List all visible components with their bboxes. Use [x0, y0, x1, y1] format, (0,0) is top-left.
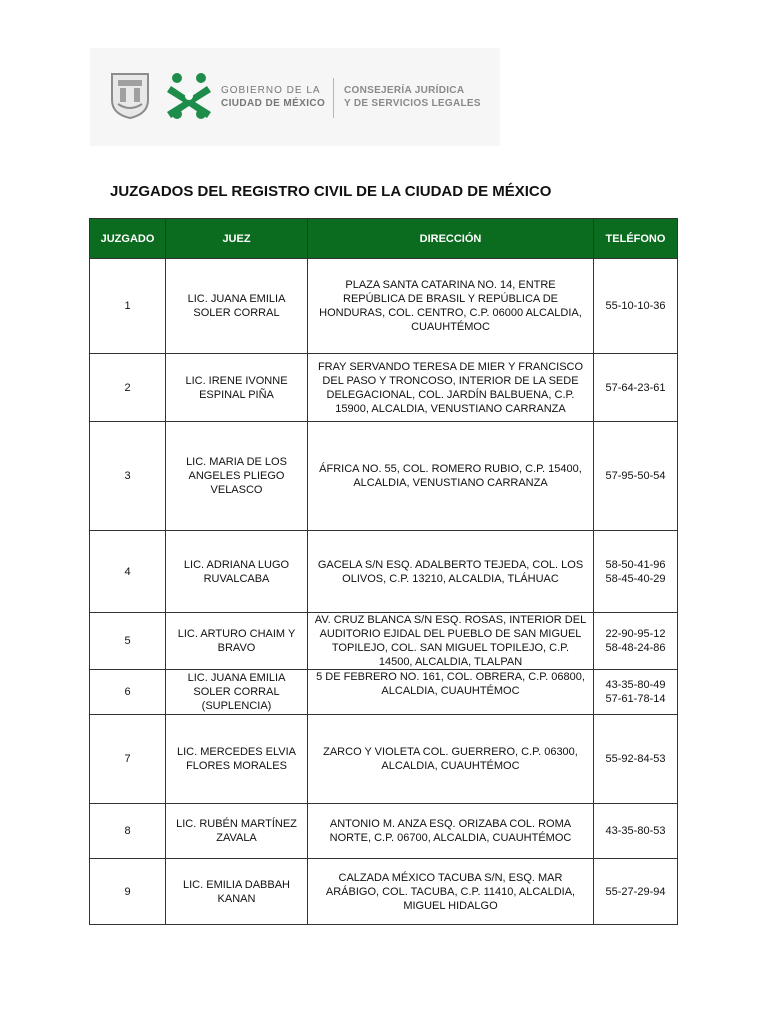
juzgado-cell: 9	[90, 859, 166, 925]
phone-number: 58-50-41-96	[605, 558, 666, 571]
juez-cell: LIC. MERCEDES ELVIA FLORES MORALES	[166, 715, 308, 804]
juez-cell: LIC. EMILIA DABBAH KANAN	[166, 859, 308, 925]
document-title: JUZGADOS DEL REGISTRO CIVIL DE LA CIUDAD DE MÉXICO	[110, 183, 552, 200]
direccion-cell: ÁFRICA NO. 55, COL. ROMERO RUBIO, C.P. 15400, ALCALDIA, VENUSTIANO CARRANZA	[308, 422, 594, 531]
telefono-cell	[594, 354, 678, 422]
juzgado-cell: 6	[90, 670, 166, 715]
telefono-cell	[594, 613, 678, 670]
juez-cell: LIC. MARIA DE LOS ANGELES PLIEGO VELASCO	[166, 422, 308, 531]
col-header-telefono: TELÉFONO	[594, 219, 678, 259]
direccion-cell: PLAZA SANTA CATARINA NO. 14, ENTRE REPÚBLICA DE BRASIL Y REPÚBLICA DE HONDURAS, COL. CENTRO, C.P. 06000 ALCALDIA, CUAUHTÉMOC	[308, 259, 594, 354]
phone-number: 58-48-24-86	[605, 642, 666, 654]
telefono-cell	[594, 422, 678, 531]
juez-cell: LIC. RUBÉN MARTÍNEZ ZAVALA	[166, 804, 308, 859]
col-header-direccion: DIRECCIÓN	[308, 219, 594, 259]
direccion-cell: CALZADA MÉXICO TACUBA S/N, ESQ. MAR ARÁBIGO, COL. TACUBA, C.P. 11410, ALCALDIA, MIGUEL HIDALGO	[308, 859, 594, 925]
juzgado-cell: 7	[90, 715, 166, 804]
telefono-cell	[594, 670, 678, 715]
table-row	[90, 259, 678, 354]
table-row	[90, 613, 678, 670]
table-row	[90, 670, 678, 715]
legal-line-1: CONSEJERÍA JURÍDICA	[344, 85, 465, 96]
phone-number: 57-64-23-61	[605, 381, 666, 394]
phone-number: 43-35-80-53	[605, 825, 666, 837]
table-row	[90, 804, 678, 859]
phone-number: 55-92-84-53	[605, 753, 666, 765]
juzgado-cell: 3	[90, 422, 166, 531]
juzgado-cell: 5	[90, 613, 166, 670]
coat-of-arms-icon	[108, 70, 152, 120]
juez-cell: LIC. JUANA EMILIA SOLER CORRAL	[166, 259, 308, 354]
telefono-cell	[594, 531, 678, 613]
phone-number: 55-10-10-36	[605, 300, 666, 312]
phone-number: 43-35-80-49	[605, 679, 666, 691]
gov-line-1: GOBIERNO DE LA	[221, 85, 321, 96]
legal-line-2: Y DE SERVICIOS LEGALES	[344, 98, 481, 109]
phone-number: 57-95-50-54	[605, 470, 666, 482]
juez-cell: LIC. ARTURO CHAIM Y BRAVO	[166, 613, 308, 670]
cdmx-logo-icon	[163, 68, 215, 124]
col-header-juez: JUEZ	[166, 219, 308, 259]
direccion-cell: GACELA S/N ESQ. ADALBERTO TEJEDA, COL. LOS OLIVOS, C.P. 13210, ALCALDIA, TLÁHUAC	[308, 531, 594, 613]
direccion-cell: 5 DE FEBRERO NO. 161, COL. OBRERA, C.P. 06800, ALCALDIA, CUAUHTÉMOC	[308, 670, 594, 715]
table-row	[90, 531, 678, 613]
phone-number: 22-90-95-12	[605, 628, 666, 640]
phone-number: 58-45-40-29	[605, 572, 666, 585]
direccion-cell: ANTONIO M. ANZA ESQ. ORIZABA COL. ROMA NORTE, C.P. 06700, ALCALDIA, CUAUHTÉMOC	[308, 804, 594, 859]
telefono-cell	[594, 859, 678, 925]
table-header-row	[90, 219, 678, 259]
telefono-cell	[594, 804, 678, 859]
juez-cell: LIC. JUANA EMILIA SOLER CORRAL (SUPLENCIA)	[166, 670, 308, 715]
government-wordmark	[221, 84, 325, 110]
direccion-cell: FRAY SERVANDO TERESA DE MIER Y FRANCISCO DEL PASO Y TRONCOSO, INTERIOR DE LA SEDE DELEGACIONAL, COL. JARDÍN BALBUENA, C.P. 15900, ALCALDIA, VENUSTIANO CARRANZA	[308, 354, 594, 422]
header-divider	[333, 78, 334, 118]
direccion-cell: ZARCO Y VIOLETA COL. GUERRERO, C.P. 06300, ALCALDIA, CUAUHTÉMOC	[308, 715, 594, 804]
legal-wordmark	[344, 84, 481, 110]
juez-cell: LIC. IRENE IVONNE ESPINAL PIÑA	[166, 354, 308, 422]
col-header-juzgado: JUZGADO	[90, 219, 166, 259]
juzgado-cell: 4	[90, 531, 166, 613]
juzgado-cell: 1	[90, 259, 166, 354]
telefono-cell	[594, 715, 678, 804]
table-row	[90, 422, 678, 531]
phone-number: 57-61-78-14	[605, 693, 666, 705]
telefono-cell	[594, 259, 678, 354]
phone-number: 55-27-29-94	[605, 885, 666, 898]
table-row	[90, 859, 678, 925]
table-row	[90, 354, 678, 422]
juzgado-cell: 2	[90, 354, 166, 422]
direccion-cell: AV. CRUZ BLANCA S/N ESQ. ROSAS, INTERIOR DEL AUDITORIO EJIDAL DEL PUEBLO DE SAN MIGUEL TOPILEJO, COL. SAN MIGUEL TOPILEJO, C.P. 14500, ALCALDIA, TLALPAN	[308, 613, 594, 670]
registry-table	[89, 218, 678, 925]
table-row	[90, 715, 678, 804]
juez-cell: LIC. ADRIANA LUGO RUVALCABA	[166, 531, 308, 613]
gov-line-2: CIUDAD DE MÉXICO	[221, 98, 326, 109]
juzgado-cell: 8	[90, 804, 166, 859]
